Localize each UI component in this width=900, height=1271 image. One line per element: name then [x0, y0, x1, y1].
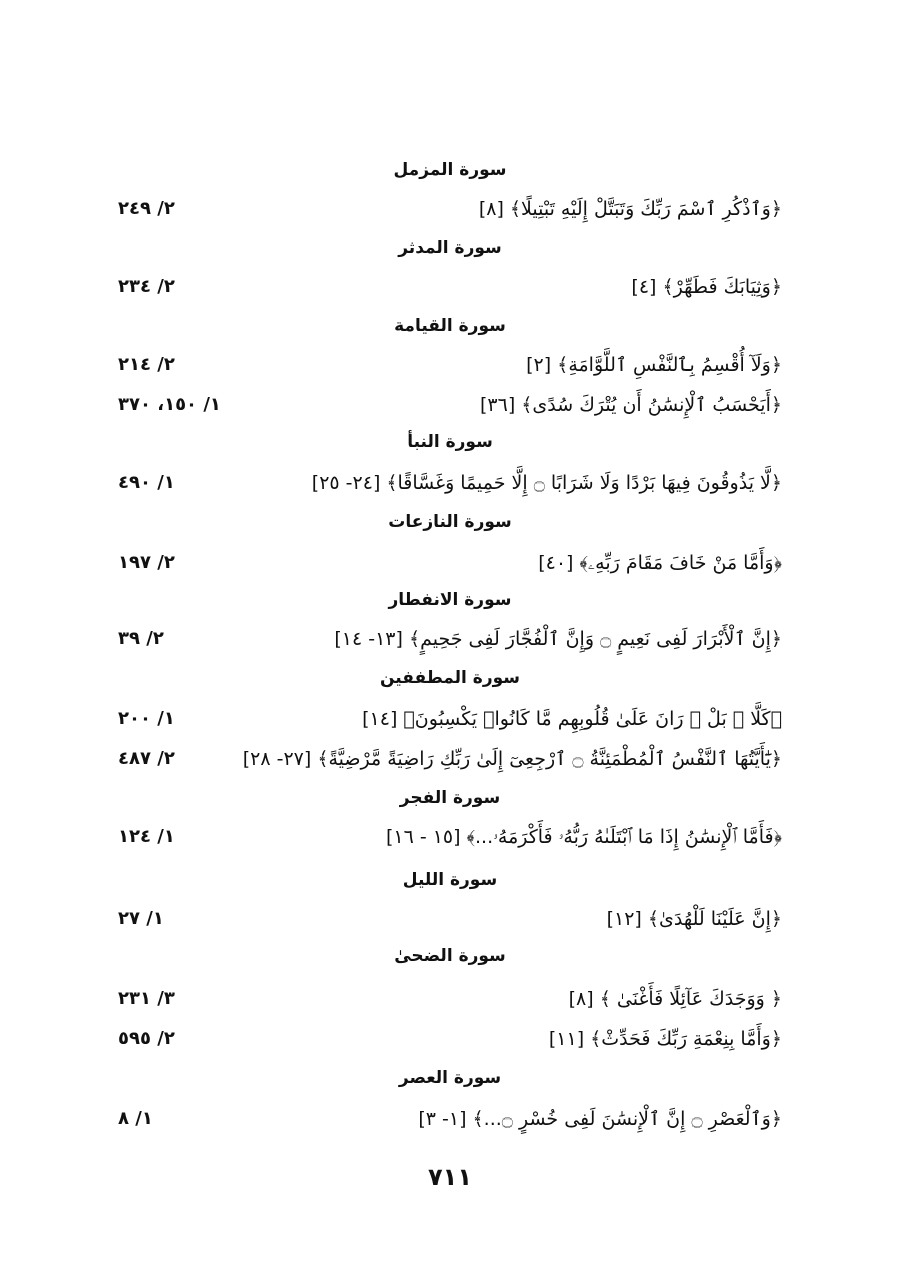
verse-reference: ٢/ ٣٩	[118, 628, 164, 649]
verse-reference: ٢/ ١٩٧	[118, 552, 175, 573]
verse-entry	[0, 902, 900, 936]
verse-entry	[0, 742, 900, 776]
surah-heading: سورة الضحىٰ	[394, 946, 506, 966]
verse-text: ﴿لَّا يَذُوقُونَ فِيهَا بَرْدًا وَلَا شَرَابًا ۝ إِلَّا حَمِيمًا وَغَسَّاقًا﴾ [٢٤- ٢٥]	[311, 472, 782, 494]
verse-reference: ١/ ٢٧	[118, 908, 164, 929]
surah-heading: سورة الليل	[402, 870, 498, 890]
verse-text: ﴿إِنَّ عَلَيْنَا لَلْهُدَىٰ﴾ [١٢]	[606, 908, 782, 930]
surah-heading: سورة القيامة	[394, 316, 506, 336]
verse-text: ﴿وَأَمَّا مَنْ خَافَ مَقَامَ رَبِّهِۦ﴾ [٤٠]	[538, 552, 782, 574]
verse-reference: ١/ ٤٩٠	[118, 472, 175, 493]
surah-heading: سورة العصر	[398, 1068, 502, 1088]
verse-entry	[0, 1102, 900, 1136]
verse-reference: ٣/ ٢٣١	[118, 988, 175, 1009]
page-number: ٧١١	[428, 1163, 472, 1191]
verse-entry	[0, 466, 900, 500]
verse-text: ﴿وَثِيَابَكَ فَطَهِّرْ﴾ [٤]	[631, 276, 782, 298]
verse-text: ﴿أَيَحْسَبُ ٱلْإِنسَٰنُ أَن يُتْرَكَ سُدًى﴾ [٣٦]	[480, 394, 782, 416]
verse-entry	[0, 1022, 900, 1056]
verse-entry	[0, 622, 900, 656]
verse-text: ﴿كَلَّا ۖ بَلْ ۜ رَانَ عَلَىٰ قُلُوبِهِم مَّا كَانُوا۟ يَكْسِبُونَ﴾ [١٤]	[362, 708, 782, 730]
verse-reference: ١/ ٢٠٠	[118, 708, 175, 729]
verse-reference: ٢/ ٢١٤	[118, 354, 175, 375]
verse-entry	[0, 192, 900, 226]
verse-reference: ١/ ١٥٠، ٣٧٠	[118, 394, 221, 415]
verse-reference: ١/ ٨	[118, 1108, 153, 1129]
verse-entry	[0, 388, 900, 422]
verse-text: ﴿وَٱلْعَصْرِ ۝ إِنَّ ٱلْإِنسَٰنَ لَفِى خُسْرٍ ۝...﴾ [١- ٣]	[418, 1108, 782, 1130]
verse-entry	[0, 546, 900, 580]
verse-text: ﴿يَٰٓأَيَّتُهَا ٱلنَّفْسُ ٱلْمُطْمَئِنَّةُ ۝ ٱرْجِعِىٓ إِلَىٰ رَبِّكِ رَاضِيَةً مَّرْضِيَّةً﴾ [٢٧- ٢٨]	[242, 748, 782, 770]
verse-entry	[0, 982, 900, 1016]
verse-reference: ١/ ١٢٤	[118, 826, 175, 847]
surah-heading: سورة الانفطار	[388, 590, 512, 610]
verse-entry	[0, 820, 900, 854]
surah-heading: سورة الفجر	[399, 788, 501, 808]
verse-reference: ٢/ ٢٣٤	[118, 276, 175, 297]
surah-heading: سورة المدثر	[398, 238, 502, 258]
surah-heading: سورة المزمل	[393, 160, 507, 180]
verse-text: ﴿وَٱذْكُرِ ٱسْمَ رَبِّكَ وَتَبَتَّلْ إِلَيْهِ تَبْتِيلًا﴾ [٨]	[478, 198, 782, 220]
verse-text: ﴿فَأَمَّا ٱلْإِنسَٰنُ إِذَا مَا ٱبْتَلَىٰهُ رَبُّهُۥ فَأَكْرَمَهُۥ...﴾ [١٥ - ١٦]	[385, 826, 782, 848]
verse-reference: ٢/ ٤٨٧	[118, 748, 175, 769]
surah-heading: سورة المطففين	[380, 668, 520, 688]
verse-text: ﴿وَلَآ أُقْسِمُ بِٱلنَّفْسِ ٱللَّوَّامَةِ﴾ [٢]	[526, 354, 782, 376]
verse-reference: ٢/ ٥٩٥	[118, 1028, 175, 1049]
verse-text: ﴿إِنَّ ٱلْأَبْرَارَ لَفِى نَعِيمٍ ۝ وَإِنَّ ٱلْفُجَّارَ لَفِى جَحِيمٍ﴾ [١٣- ١٤]	[334, 628, 782, 650]
verse-text: ﴿ وَوَجَدَكَ عَآئِلًا فَأَغْنَىٰ ﴾ [٨]	[568, 988, 782, 1010]
verse-entry	[0, 348, 900, 382]
verse-reference: ٢/ ٢٤٩	[118, 198, 175, 219]
surah-heading: سورة النازعات	[388, 512, 512, 532]
verse-entry	[0, 270, 900, 304]
verse-entry	[0, 702, 900, 736]
surah-heading: سورة النبأ	[407, 432, 493, 452]
verse-text: ﴿وَأَمَّا بِنِعْمَةِ رَبِّكَ فَحَدِّثْ﴾ [١١]	[548, 1028, 782, 1050]
